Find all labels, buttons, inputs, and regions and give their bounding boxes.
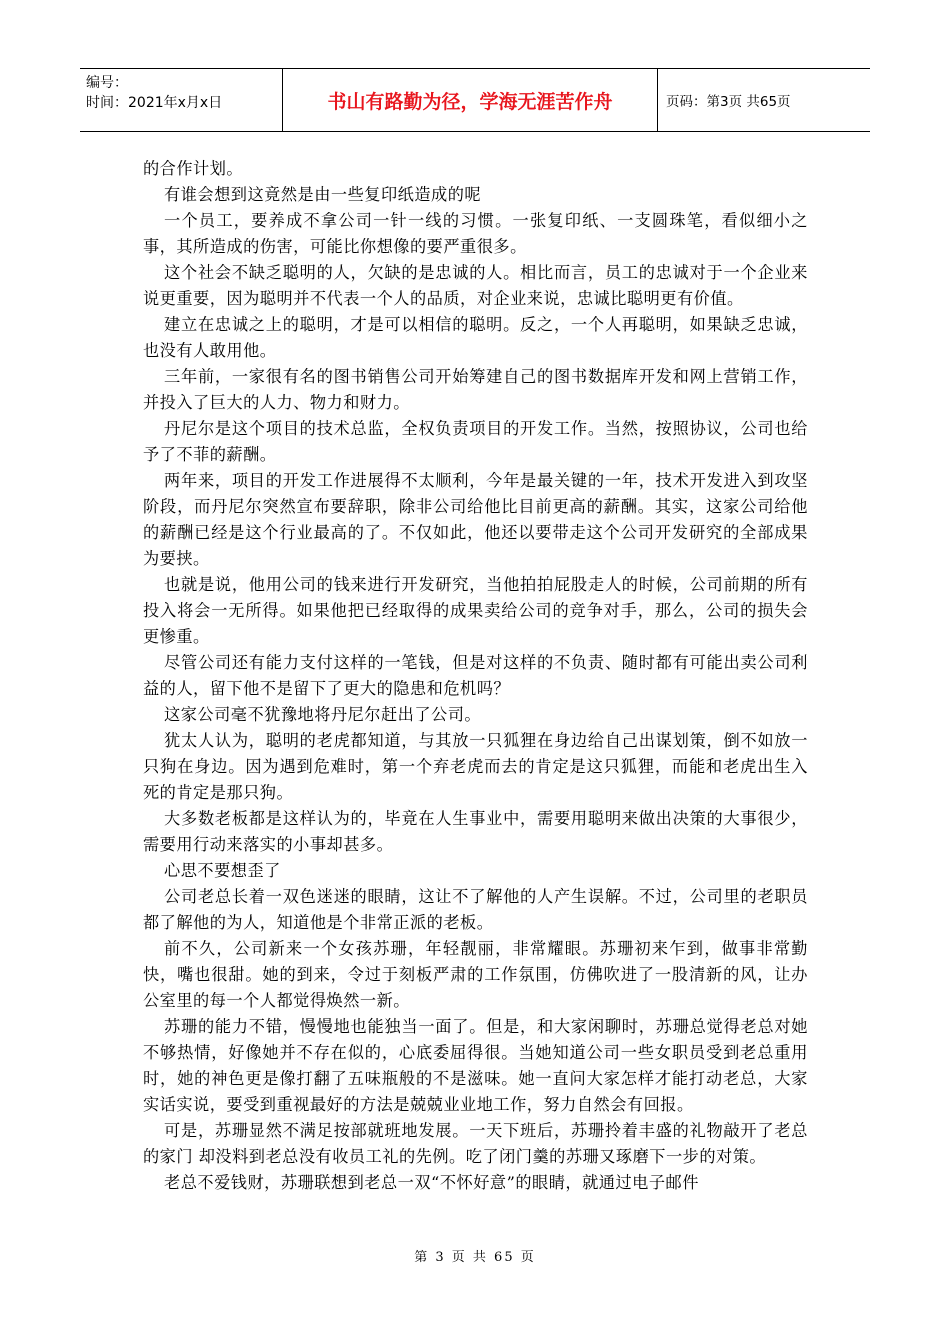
paragraph: 一个员工，要养成不拿公司一针一线的习惯。一张复印纸、一支圆珠笔，看似细小之事，其所造成的伤害，可能比你想像的要严重很多。 <box>143 211 808 256</box>
number-label: 编号： <box>86 75 128 91</box>
time-label: 时间：2021年x月x日 <box>86 95 223 111</box>
paragraph: 有谁会想到这竟然是由一些复印纸造成的呢 <box>164 185 482 204</box>
paragraph: 公司老总长着一双色迷迷的眼睛，这让不了解他的人产生误解。不过，公司里的老职员都了解他的为人，知道他是个非常正派的老板。 <box>143 887 808 932</box>
document-body <box>143 156 808 1196</box>
paragraph: 丹尼尔是这个项目的技术总监，全权负责项目的开发工作。当然，按照协议，公司也给予了不菲的薪酬。 <box>143 419 808 464</box>
section-heading: 心思不要想歪了 <box>164 861 281 880</box>
paragraph: 犹太人认为，聪明的老虎都知道，与其放一只狐狸在身边给自己出谋划策，倒不如放一只狗在身边。因为遇到危难时，第一个弃老虎而去的肯定是这只狐狸，而能和老虎出生入死的肯定是那只狗。 <box>143 731 808 802</box>
page-header <box>80 68 870 132</box>
header-page-info: 页码：第3页 共65页 <box>666 94 791 110</box>
header-motto: 书山有路勤为径，学海无涯苦作舟 <box>283 69 658 131</box>
paragraph: 前不久，公司新来一个女孩苏珊，年轻靓丽，非常耀眼。苏珊初来乍到，做事非常勤快，嘴也很甜。她的到来，令过于刻板严肃的工作氛围，仿佛吹进了一股清新的风，让办公室里的每一个人都觉得焕然一新。 <box>143 939 808 1010</box>
paragraph: 老总不爱钱财，苏珊联想到老总一双“不怀好意”的眼睛，就通过电子邮件 <box>164 1173 699 1192</box>
paragraph: 建立在忠诚之上的聪明，才是可以相信的聪明。反之，一个人再聪明，如果缺乏忠诚，也没有人敢用他。 <box>143 315 808 360</box>
paragraph: 这家公司毫不犹豫地将丹尼尔赶出了公司。 <box>164 705 482 724</box>
paragraph: 三年前，一家很有名的图书销售公司开始筹建自己的图书数据库开发和网上营销工作，并投入了巨大的人力、物力和财力。 <box>143 367 808 412</box>
header-meta <box>80 69 283 131</box>
paragraph: 可是，苏珊显然不满足按部就班地发展。一天下班后，苏珊拎着丰盛的礼物敲开了老总的家门 却没料到老总没有收员工礼的先例。吃了闭门羹的苏珊又琢磨下一步的对策。 <box>143 1121 808 1166</box>
paragraph: 苏珊的能力不错，慢慢地也能独当一面了。但是，和大家闲聊时，苏珊总觉得老总对她不够热情，好像她并不存在似的，心底委屈得很。当她知道公司一些女职员受到老总重用时，她的神色更是像打翻了五味瓶般的不是滋味。她一直问大家怎样才能打动老总，大家实话实说，要受到重视最好的方法是兢兢业业地工作，努力自然会有回报。 <box>143 1017 808 1114</box>
paragraph: 两年来，项目的开发工作进展得不太顺利，今年是最关键的一年，技术开发进入到攻坚阶段，而丹尼尔突然宣布要辞职，除非公司给他比目前更高的薪酬。其实，这家公司给他的薪酬已经是这个行业最高的了。不仅如此，他还以要带走这个公司开发研究的全部成果为要挟。 <box>143 471 808 568</box>
page-footer: 第 3 页 共 65 页 <box>414 1250 536 1265</box>
paragraph: 尽管公司还有能力支付这样的一笔钱，但是对这样的不负责、随时都有可能出卖公司利益的人，留下他不是留下了更大的隐患和危机吗？ <box>143 653 808 698</box>
paragraph: 大多数老板都是这样认为的，毕竟在人生事业中，需要用聪明来做出决策的大事很少，需要用行动来落实的小事却甚多。 <box>143 809 808 854</box>
paragraph: 的合作计划。 <box>143 159 244 178</box>
paragraph: 也就是说，他用公司的钱来进行开发研究，当他拍拍屁股走人的时候，公司前期的所有投入将会一无所得。如果他把已经取得的成果卖给公司的竞争对手，那么，公司的损失会更惨重。 <box>143 575 808 646</box>
paragraph: 这个社会不缺乏聪明的人，欠缺的是忠诚的人。相比而言，员工的忠诚对于一个企业来说更重要，因为聪明并不代表一个人的品质，对企业来说，忠诚比聪明更有价值。 <box>143 263 808 308</box>
